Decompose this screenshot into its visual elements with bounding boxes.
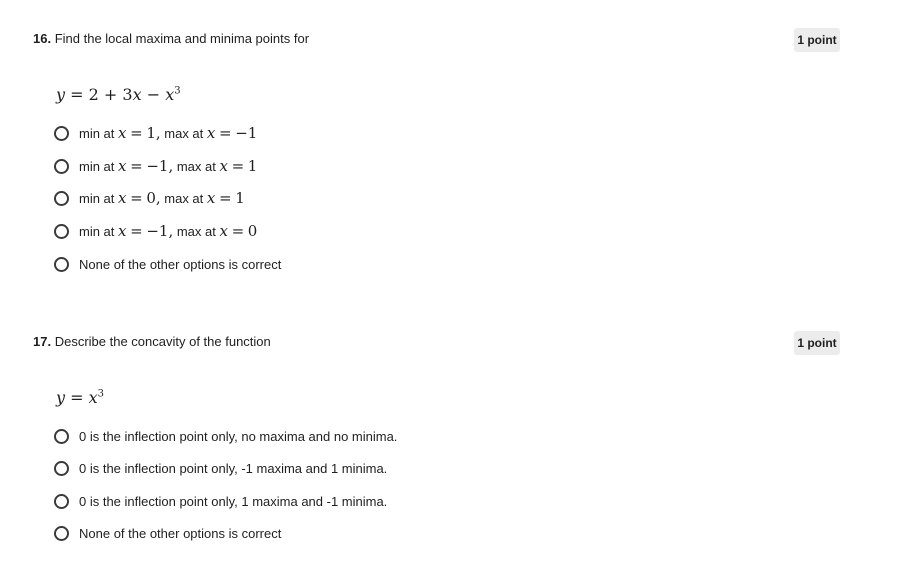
radio-circle-icon[interactable]: [54, 526, 69, 541]
option-radio[interactable]: [54, 123, 257, 143]
formula-var: x: [88, 388, 98, 407]
formula-op: =: [70, 388, 84, 407]
option-radio[interactable]: [54, 254, 281, 274]
option-label: min at x = 0, max at x = 1: [79, 189, 245, 207]
option-label: 0 is the inflection point only, 1 maxima and -1 minima.: [79, 493, 388, 509]
option-label: None of the other options is correct: [79, 525, 282, 541]
question-16-prompt: [33, 31, 309, 46]
option-radio[interactable]: [54, 188, 245, 208]
radio-circle-icon[interactable]: [54, 224, 69, 239]
option-label: min at x = 1, max at x = −1: [79, 124, 258, 142]
formula-term: 3: [122, 85, 133, 104]
formula-exponent: 3: [97, 388, 105, 400]
option-label: min at x = −1, max at x = 1: [79, 157, 258, 175]
radio-circle-icon[interactable]: [54, 159, 69, 174]
option-radio[interactable]: [54, 523, 281, 543]
option-radio[interactable]: [54, 426, 397, 446]
formula-op: =: [70, 85, 84, 104]
formula-op: +: [103, 85, 118, 104]
points-badge: 1 point: [794, 28, 840, 52]
option-radio[interactable]: [54, 221, 257, 241]
radio-circle-icon[interactable]: [54, 257, 69, 272]
question-17-prompt: [33, 334, 271, 349]
points-badge: 1 point: [794, 331, 840, 355]
formula-var: x: [132, 85, 142, 104]
question-text: Find the local maxima and minima points for: [54, 31, 310, 46]
question-text: Describe the concavity of the function: [54, 334, 271, 349]
option-label: min at x = −1, max at x = 0: [79, 222, 258, 240]
formula-exponent: 3: [174, 85, 181, 97]
question-16-formula: [56, 85, 181, 104]
question-number: 17.: [33, 334, 52, 349]
option-label: None of the other options is correct: [79, 256, 282, 272]
option-label: 0 is the inflection point only, -1 maxima and 1 minima.: [79, 460, 388, 476]
question-17-formula: [56, 388, 104, 407]
formula-var: x: [165, 85, 175, 104]
radio-circle-icon[interactable]: [54, 191, 69, 206]
radio-circle-icon[interactable]: [54, 429, 69, 444]
radio-circle-icon[interactable]: [54, 126, 69, 141]
radio-circle-icon[interactable]: [54, 494, 69, 509]
formula-term: 2: [88, 85, 99, 104]
option-label: 0 is the inflection point only, no maxima and no minima.: [79, 428, 398, 444]
formula-op: −: [146, 85, 161, 104]
radio-circle-icon[interactable]: [54, 461, 69, 476]
option-radio[interactable]: [54, 156, 257, 176]
formula-lhs: y: [56, 85, 66, 104]
question-number: 16.: [33, 31, 52, 46]
formula-lhs: y: [56, 388, 66, 407]
option-radio[interactable]: [54, 491, 387, 511]
option-radio[interactable]: [54, 458, 387, 478]
